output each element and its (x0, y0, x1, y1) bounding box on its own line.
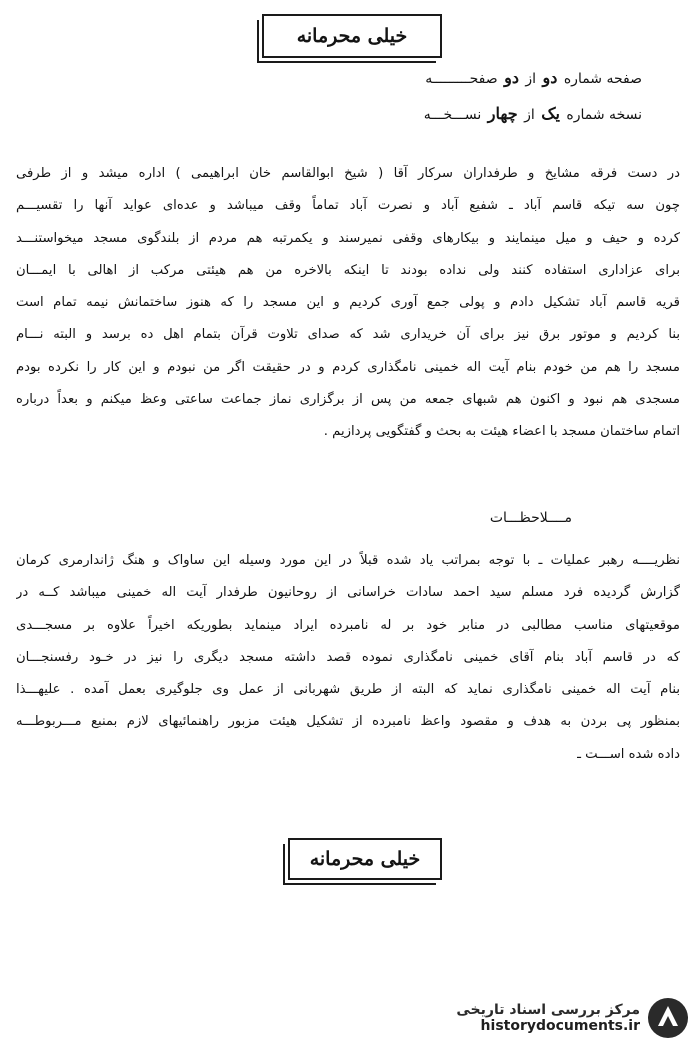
page-number-line (425, 68, 642, 87)
text-line: در دست فرقه مشایخ و طرفداران سرکار آقا ( شیخ ابوالقاسم خان ابراهیمی ) اداره میشد و از طرفی (16, 166, 680, 181)
watermark-url: historydocuments.ir (480, 1018, 640, 1034)
copy-of: از (524, 107, 535, 123)
classification-stamp-bottom (288, 838, 442, 880)
text-line: گزارش گردیده فرد مسلم سید احمد سادات خراسانی از روحانیون طرفدار آیت اله خمینی میباشد کــه در (16, 585, 680, 601)
text-line: مسجدی هم نبود و اکنون هم شبهای جمعه من پس از برگزاری نماز جماعت ساعتی وعظ میکنم و بعداً درباره (16, 392, 680, 408)
watermark (414, 992, 690, 1044)
text-line: بنا کردیم و موتور برق نیز برای آن خریداری شد که صدای تلاوت قرآن بتمام اهل ده برسد و البته نـــام (16, 327, 680, 343)
notes-paragraph (16, 545, 680, 771)
text-line: که در قاسم آباد بنام آقای خمینی نامگذاری نموده قصد داشته مسجد دیگری را نیز در خـود رفسنجـــان (16, 649, 680, 665)
text-line: داده شده اســـت ـ (577, 746, 680, 762)
notes-heading: مــــلاحظـــات (489, 510, 572, 526)
page-total: دو (504, 68, 519, 87)
text-line: بمنظور پی بردن به هدف و مقصود واعظ نامبرده از تشکیل هیئت مزبور راهنمائیهای لازم بمنبع مـــربوطـــه (16, 714, 680, 730)
page-suffix: صفحـــــــــه (425, 71, 498, 87)
text-line: مسجد را هم من خودم بنام آیت اله خمینی نامگذاری کردم و در حقیقت اگر من نبودم و این کار را نکرده بودم (16, 359, 680, 375)
copy-number-line (424, 104, 642, 123)
copy-total: چهار (487, 104, 518, 123)
classification-stamp-text: خیلی محرمانه (296, 25, 408, 47)
text-line: بنام آیت اله خمینی نامگذاری نماید که البته از طریق شهربانی از عمل وی جلوگیری بعمل آمده . علیهـــذا (16, 682, 680, 698)
copy-number: یک (541, 104, 560, 123)
report-paragraph (16, 158, 680, 449)
page-of: از (525, 71, 537, 87)
text-line: چون سه تیکه قاسم آباد ـ شفیع آباد و نصرت آباد تماماً وقف میباشد و عده‌ای عواید آنها را تقسیـــم (16, 198, 680, 214)
classification-stamp-text: خیلی محرمانه (309, 848, 421, 870)
text-line: موقعیتهای مناسب مطالبی در منابر خود بر له نامبرده ایراد مینماید بطوریکه اخیراً علاوه بر مسجـــدی (16, 617, 680, 633)
text-line: نظریــــه رهبر عملیات ـ با توجه بمراتب یاد شده قبلاً در این مورد وسیله این ساواک و هنگ ژاندارمری کرمان (16, 553, 680, 568)
archive-logo-icon (646, 996, 690, 1040)
text-line: برای عزاداری استفاده کنند ولی نداده بودند تا اینکه بالاخره من هم هیئتی مرکب از اهالی با ایمـــان (16, 262, 680, 278)
copy-suffix: نســـخـــه (423, 107, 482, 123)
text-line: کرده و حیف و میل مینمایند و بیکارهای وقفی نمیرسند و یکمرتبه هم مردم از بلندگوی مسجد میخواستنـــد (16, 230, 680, 246)
text-line: قریه قاسم آباد تشکیل دادم و پولی جمع آوری کردیم و این مسجد را که هنوز ساختمانش نیمه تمام است (16, 295, 680, 311)
watermark-name: مرکز بررسی اسناد تاریخی (456, 1002, 640, 1018)
classification-stamp-top (262, 14, 442, 58)
page-number: دو (542, 68, 558, 87)
text-line: اتمام ساختمان مسجد با اعضاء هیئت به بحث و گفتگویی پردازیم . (323, 424, 680, 440)
page-label: صفحه شماره (563, 71, 642, 87)
copy-label: نسخه شماره (566, 107, 642, 123)
